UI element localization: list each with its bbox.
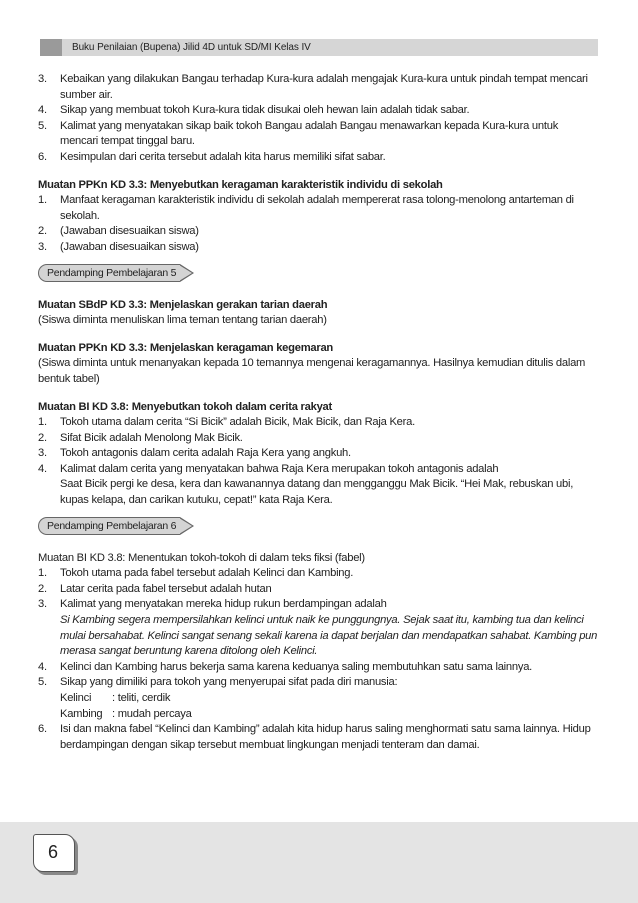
list-item: 4. Kalimat dalam cerita yang menyatakan bahwa Raja Kera merupakan tokoh antagonis adalah Saat Bicik pergi ke desa, kera dan kawanannya datang dan mengganggu Mak Bicik. “Hei Mak, rebuskan ubi, kupas kelapa, dan carikan kutuku, cepat!” kata Raja Kera. [38,462,574,507]
pendamping-label-6: Pendamping Pembelajaran 6 [38,517,194,535]
page-content [38,72,598,753]
pendamping-label-5: Pendamping Pembelajaran 5 [38,264,194,282]
list-item: 2. Sifat Bicik adalah Menolong Mak Bicik. [38,431,243,444]
list-item: 3. (Jawaban disesuaikan siswa) [38,240,199,253]
list-item: 1. Tokoh utama dalam cerita “Si Bicik” adalah Bicik, Mak Bicik, dan Raja Kera. [38,416,415,429]
list-item: 5. Sikap yang dimiliki para tokoh yang menyerupai sifat pada diri manusia: Kelinci : teliti, cerdik Kambing : mudah percaya [38,675,598,722]
arrow-tip-icon [180,264,194,282]
list-item: 2. Latar cerita pada fabel tersebut adalah hutan [38,582,272,595]
page-number: 6 [47,842,58,862]
arrow-tip-icon [180,517,194,535]
list-item: 3. Kebaikan yang dilakukan Bangau terhadap Kura-kura adalah mengajak Kura-kura untuk pindah tempat mencari sumber air. [38,73,588,101]
section-heading: Muatan BI KD 3.8: Menyebutkan tokoh dalam cerita rakyat [38,400,332,413]
running-header: Buku Penilaian (Bupena) Jilid 4D untuk SD/MI Kelas IV [72,42,311,53]
section-heading: Muatan PPKn KD 3.3: Menjelaskan keragaman kegemaran [38,341,334,354]
paragraph: (Siswa diminta menuliskan lima teman tentang tarian daerah) [38,314,327,327]
list-item: 1. Manfaat keragaman karakteristik individu di sekolah adalah mempererat rasa tolong-menolong antarteman di sekolah. [38,194,574,222]
section-heading: Muatan PPKn KD 3.3: Menyebutkan keragaman karakteristik individu di sekolah [38,178,443,191]
list-item: 1. Tokoh utama pada fabel tersebut adalah Kelinci dan Kambing. [38,567,354,580]
list-item: 6. Kesimpulan dari cerita tersebut adalah kita harus memiliki sifat sabar. [38,150,386,163]
footer-bar [0,822,638,903]
list-item: 4. Kelinci dan Kambing harus bekerja sama karena keduanya saling membutuhkan satu sama lainnya. [38,660,533,673]
list-item: 3. Tokoh antagonis dalam cerita adalah Raja Kera yang angkuh. [38,447,351,460]
section-heading: Muatan BI KD 3.8: Menentukan tokoh-tokoh di dalam teks fiksi (fabel) [38,551,365,564]
list-item: 3. Kalimat yang menyatakan mereka hidup rukun berdampingan adalah Si Kambing segera mempersilahkan kelinci untuk naik ke punggungnya. Sejak saat itu, kambing tua dan kelinci mulai bersahabat. Kelinci sangat senang sekali karena ia dapat berjalan dan mendapatkan sahabat. Kambing pun merasa sangat beruntung karena ditolong oleh Kelinci. [38,598,598,658]
header-accent-block [40,39,62,56]
list-item: 2. (Jawaban disesuaikan siswa) [38,225,199,238]
section-heading: Muatan SBdP KD 3.3: Menjelaskan gerakan tarian daerah [38,298,328,311]
trait-row: Kelinci : teliti, cerdik [60,692,171,704]
list-item: 6. Isi dan makna fabel “Kelinci dan Kambing” adalah kita hidup harus saling menghormati satu sama lainnya. Hidup berdampingan dengan sikap tersebut membuat lingkungan menjadi tenteram dan damai. [38,723,591,751]
list-item: 5. Kalimat yang menyatakan sikap baik tokoh Bangau adalah Bangau menawarkan kepada Kura-kura untuk mencari tempat tinggal baru. [38,119,559,148]
paragraph: (Siswa diminta untuk menanyakan kepada 10 temannya mengenai keragamannya. Hasilnya kemudian ditulis dalam bentuk tabel) [38,357,586,385]
list-item: 4. Sikap yang membuat tokoh Kura-kura tidak disukai oleh hewan lain adalah tidak sabar. [38,104,470,117]
trait-row: Kambing : mudah percaya [60,707,192,720]
